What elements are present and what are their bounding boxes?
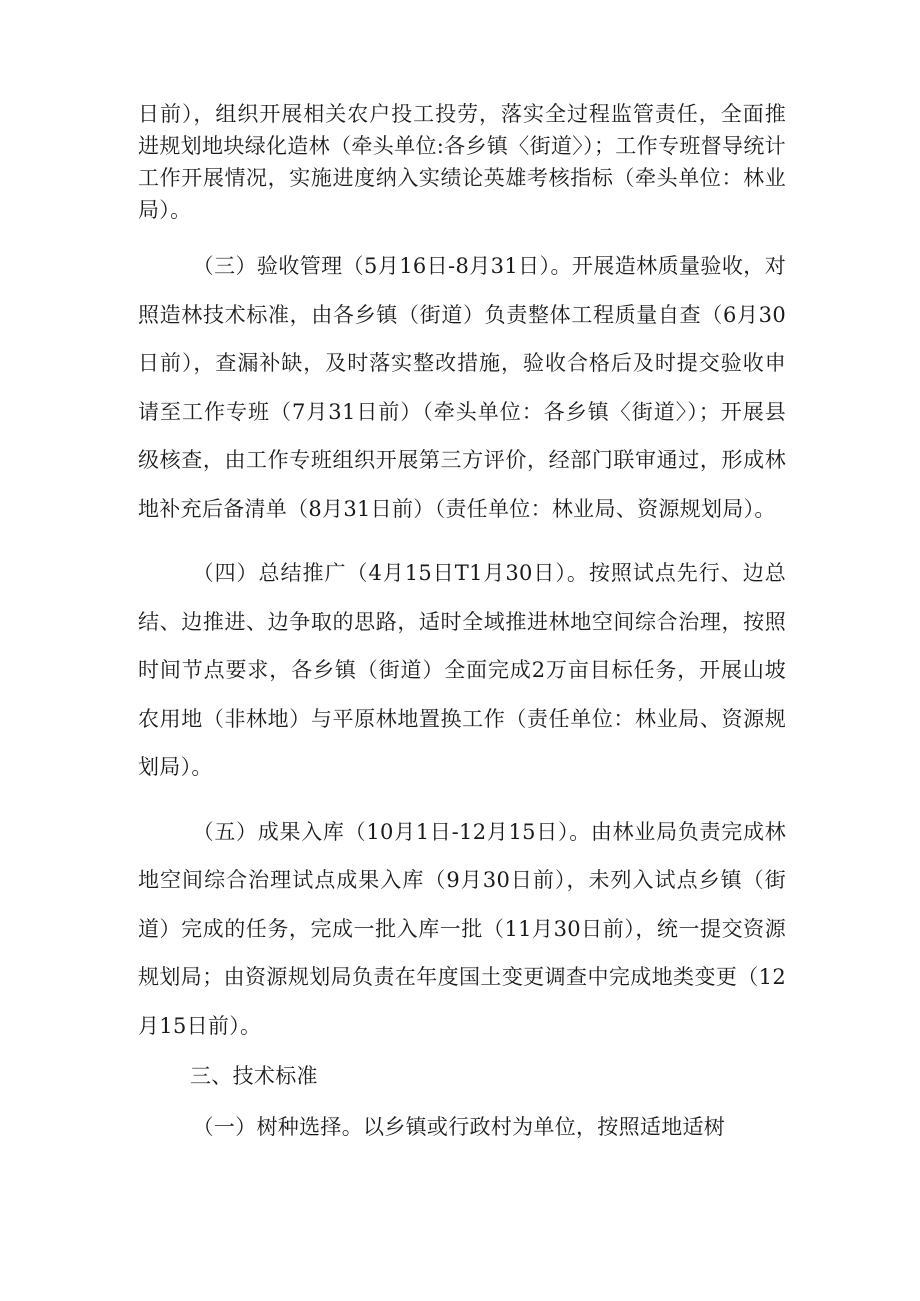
paragraph-continuation: 日前），组织开展相关农户投工投劳，落实全过程监管责任，全面推进规划地块绿化造林（牵头单位:各乡镇〈街道〉）；工作专班督导统计工作开展情况，实施进度纳入实绩论英雄考核指标（牵头单位：林业局）。	[138, 102, 786, 222]
document-page	[138, 98, 786, 1151]
paragraph-acceptance-management: （三）验收管理（5月16日-8月31日）。开展造林质量验收，对照造林技术标准，由各乡镇（街道）负责整体工程质量自查（6月30日前），查漏补缺，及时落实整改措施，验收合格后及时提交验收申请至工作专班（7月31日前）（牵头单位：各乡镇〈街道〉）；开展县级核查，由工作专班组织开展第三方评价，经部门联审通过，形成林地补充后备清单（8月31日前）（责任单位：林业局、资源规划局）。	[138, 254, 786, 521]
paragraph-summary-promotion: （四）总结推广（4月15日T1月30日）。按照试点先行、边总结、边推进、边争取的思路，适时全域推进林地空间综合治理，按照时间节点要求，各乡镇（街道）全面完成2万亩目标任务，开展山坡农用地（非林地）与平原林地置换工作（责任单位：林业局、资源规划局）。	[138, 561, 786, 779]
paragraph-tree-species: （一）树种选择。以乡镇或行政村为单位，按照适地适树	[192, 1114, 726, 1139]
paragraph-results-storage: （五）成果入库（10月1日-12月15日）。由林业局负责完成林地空间综合治理试点成果入库（9月30日前），未列入试点乡镇（街道）完成的任务，完成一批入库一批（11月30日前），统一提交资源规划局；由资源规划局负责在年度国土变更调查中完成地类变更（12月15日前）。	[138, 819, 786, 1038]
section-heading: 三、技术标准	[190, 1064, 318, 1088]
